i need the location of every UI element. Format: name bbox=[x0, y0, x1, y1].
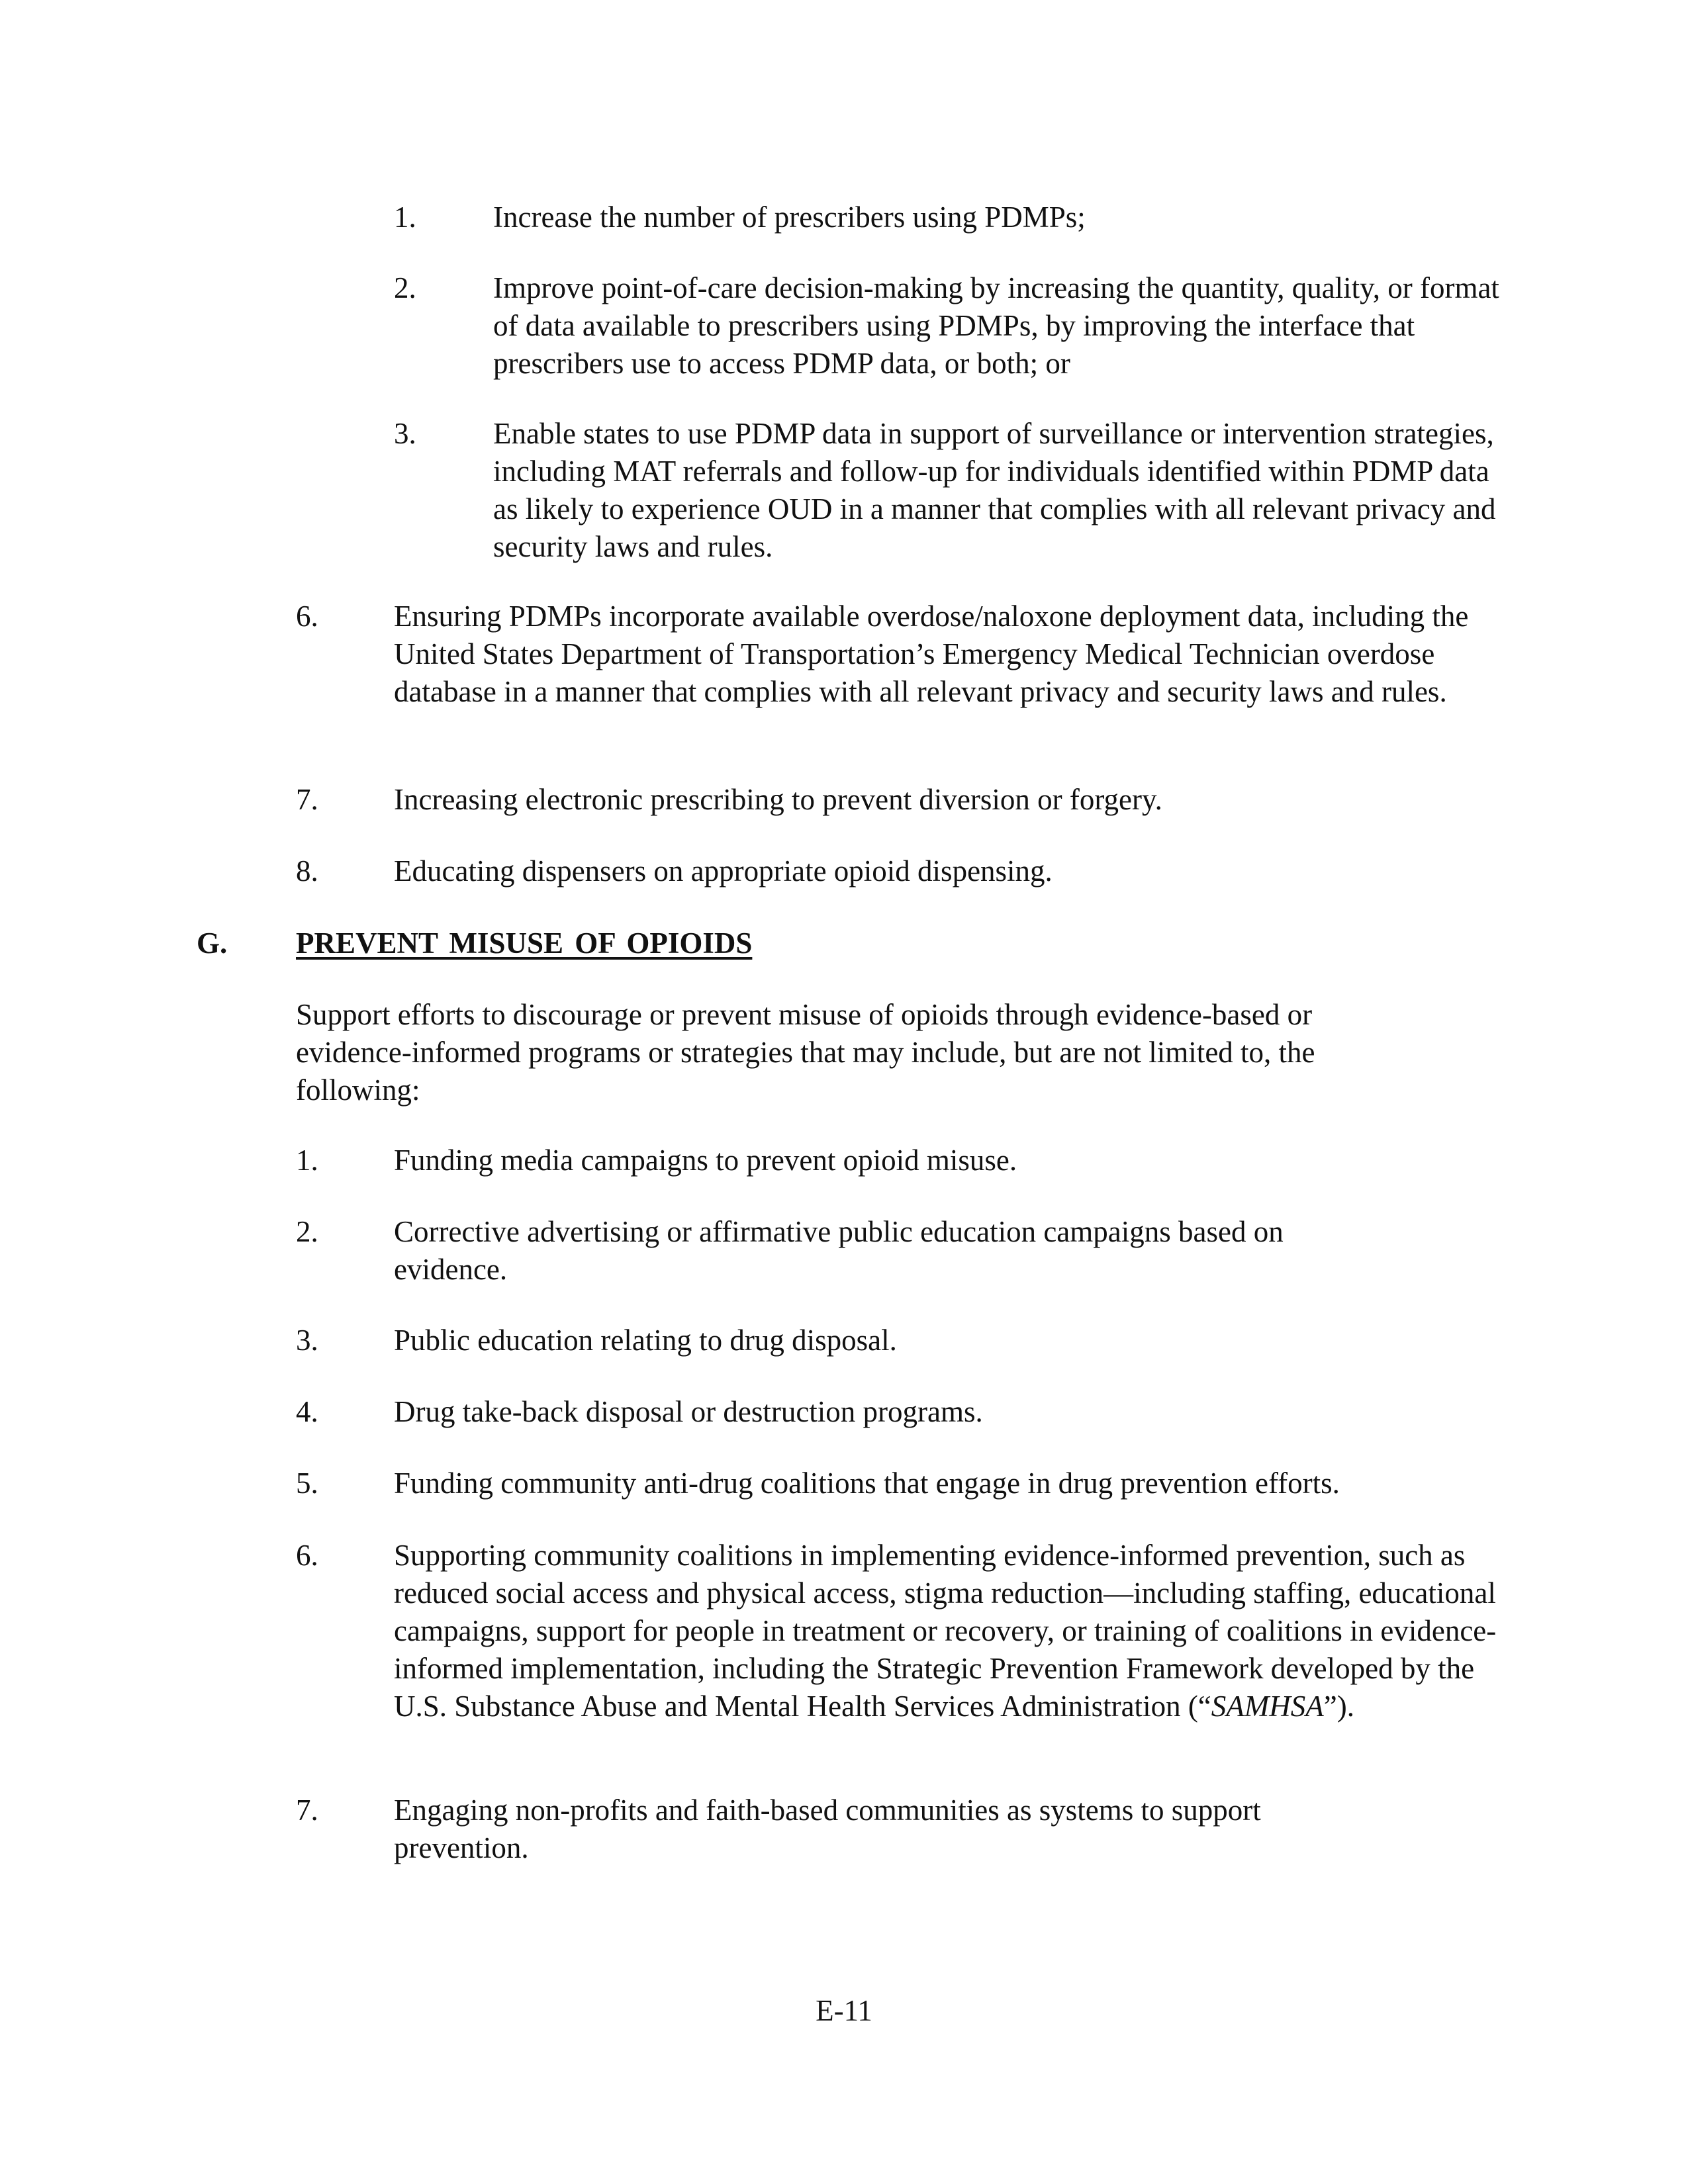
list-text: Corrective advertising or affirmative public education campaigns based on evidence. bbox=[394, 1215, 1284, 1286]
list-number: 6. bbox=[296, 1539, 318, 1572]
list-text-part: Supporting community coalitions in implementing evidence-informed prevention, such as reduced social access and physical access, stigma reduction—including staffing, educational campaigns, support for people in treatment or recovery, or training of coalitions in evidence-informed implementation, including the Strategic Prevention Framework developed by the U.S. Substance Abuse and Mental Health Services Administration (“ bbox=[394, 1539, 1497, 1723]
list-number: 4. bbox=[296, 1395, 318, 1428]
list-text: Increasing electronic prescribing to prevent diversion or forgery. bbox=[394, 783, 1162, 816]
list-text: Enable states to use PDMP data in support of surveillance or intervention strategies, including MAT referrals and follow-up for individuals identified within PDMP data as likely to experience OUD in a manner that complies with all relevant privacy and security laws and rules. bbox=[493, 417, 1496, 563]
list-number: 7. bbox=[296, 783, 318, 816]
section-intro: Support efforts to discourage or prevent misuse of opioids through evidence-based or evidence-informed programs or strategies that may include, but are not limited to, the following: bbox=[296, 998, 1315, 1107]
list-number: 5. bbox=[296, 1467, 318, 1500]
list-number: 1. bbox=[394, 201, 416, 234]
list-number: 6. bbox=[296, 600, 318, 633]
list-number: 1. bbox=[296, 1144, 318, 1177]
list-number: 2. bbox=[394, 271, 416, 304]
section-letter: G. bbox=[197, 927, 228, 960]
list-text: Increase the number of prescribers using PDMPs; bbox=[493, 201, 1086, 234]
list-text bbox=[394, 1537, 1506, 1725]
list-text: Public education relating to drug disposal. bbox=[394, 1324, 897, 1357]
list-number: 3. bbox=[296, 1324, 318, 1357]
list-text: Improve point-of-care decision-making by increasing the quantity, quality, or format of data available to prescribers using PDMPs, by improving the interface that prescribers use to access PDMP data, or both; or bbox=[493, 271, 1499, 380]
list-text-italic: SAMHSA bbox=[1211, 1690, 1324, 1723]
list-text: Drug take-back disposal or destruction programs. bbox=[394, 1395, 983, 1428]
list-text: Educating dispensers on appropriate opioid dispensing. bbox=[394, 854, 1053, 887]
section-title: PREVENT MISUSE OF OPIOIDS bbox=[296, 927, 753, 960]
list-number: 7. bbox=[296, 1794, 318, 1827]
list-text: Engaging non-profits and faith-based communities as systems to support prevention. bbox=[394, 1794, 1261, 1864]
list-number: 2. bbox=[296, 1215, 318, 1248]
list-text: Ensuring PDMPs incorporate available overdose/naloxone deployment data, including the United States Department of Transportation’s Emergency Medical Technician overdose database in a manner that complies with all relevant privacy and security laws and rules. bbox=[394, 600, 1469, 708]
list-text-part: ”). bbox=[1323, 1690, 1354, 1723]
list-number: 3. bbox=[394, 417, 416, 450]
list-text: Funding media campaigns to prevent opioid misuse. bbox=[394, 1144, 1017, 1177]
list-text: Funding community anti-drug coalitions that engage in drug prevention efforts. bbox=[394, 1467, 1340, 1500]
page-number: E-11 bbox=[816, 1994, 872, 2027]
list-number: 8. bbox=[296, 854, 318, 887]
